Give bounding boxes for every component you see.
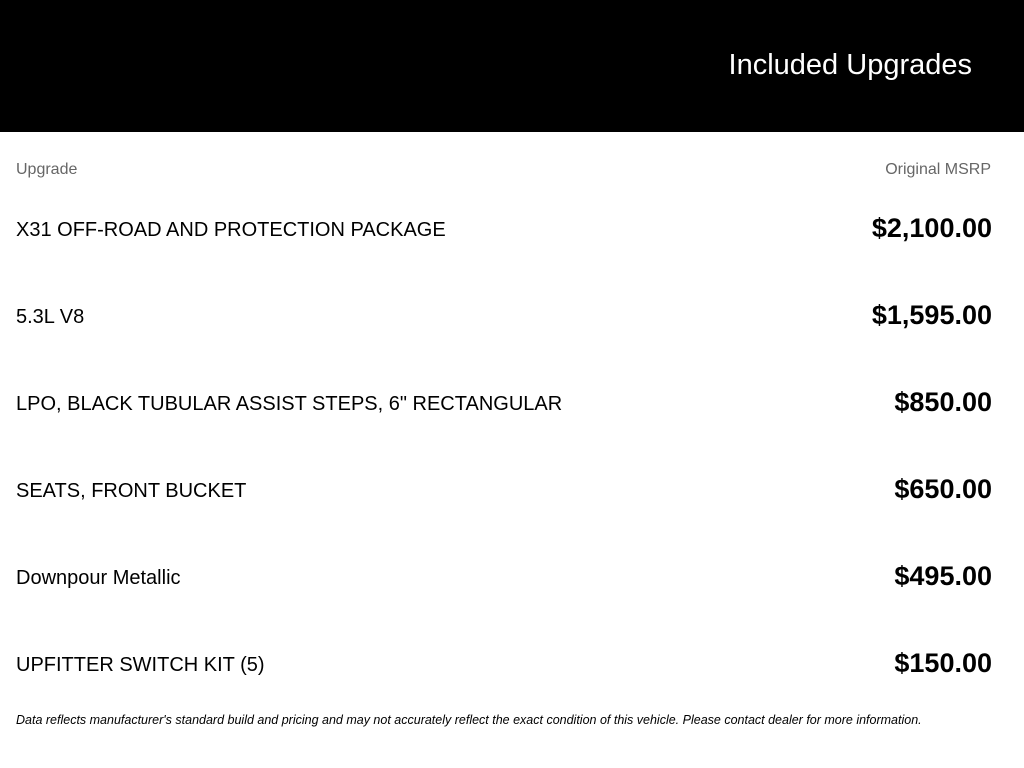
list-item [0, 271, 1024, 358]
upgrade-price: $650.00 [894, 474, 992, 504]
upgrades-list [0, 184, 1024, 706]
upgrade-name: Downpour Metallic [16, 567, 181, 589]
upgrade-name: LPO, BLACK TUBULAR ASSIST STEPS, 6" RECTANGULAR [16, 393, 563, 415]
upgrade-price: $150.00 [894, 648, 992, 678]
upgrade-name: X31 OFF-ROAD AND PROTECTION PACKAGE [16, 219, 446, 241]
list-item [0, 532, 1024, 619]
upgrade-price: $495.00 [894, 561, 992, 591]
header-banner [0, 0, 1024, 132]
column-header-upgrade: Upgrade [16, 161, 78, 178]
upgrade-price: $850.00 [894, 387, 992, 417]
disclaimer-text: Data reflects manufacturer's standard build and pricing and may not accurately reflect the exact condition of this vehicle. Please contact dealer for more information. [16, 713, 922, 727]
upgrade-name: 5.3L V8 [16, 306, 85, 328]
list-item [0, 619, 1024, 706]
upgrade-price: $1,595.00 [871, 300, 992, 330]
upgrade-name: SEATS, FRONT BUCKET [16, 480, 247, 502]
upgrade-name: UPFITTER SWITCH KIT (5) [16, 654, 265, 676]
list-item [0, 445, 1024, 532]
upgrade-price: $2,100.00 [871, 213, 992, 243]
list-item [0, 184, 1024, 271]
page-title: Included Upgrades [728, 49, 972, 81]
list-item [0, 358, 1024, 445]
column-header-msrp: Original MSRP [885, 161, 991, 178]
